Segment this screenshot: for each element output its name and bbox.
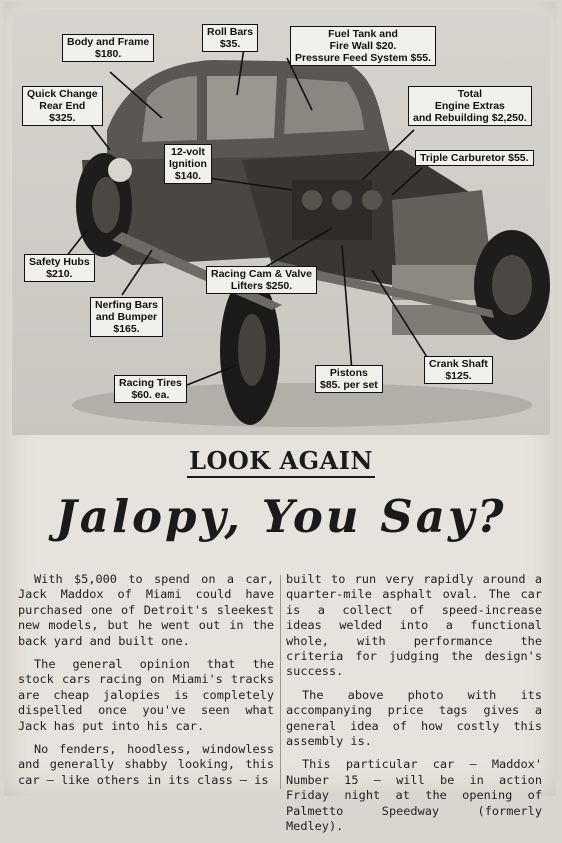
label-line: Pistons bbox=[329, 367, 368, 379]
label-line: Quick Change bbox=[27, 88, 98, 100]
label-price: $35. bbox=[219, 38, 241, 50]
label-engine-extras bbox=[408, 86, 532, 126]
kicker-headline-wrap bbox=[0, 446, 562, 475]
label-line: Rear End bbox=[39, 100, 86, 112]
label-racing-tires bbox=[114, 375, 187, 403]
label-line: and Bumper bbox=[95, 311, 158, 323]
main-headline: Jalopy, You Say? bbox=[55, 490, 507, 543]
label-safety-hubs bbox=[24, 254, 95, 282]
label-ignition bbox=[164, 144, 212, 184]
label-fuel-tank bbox=[290, 26, 436, 66]
label-line: Crank Shaft bbox=[429, 358, 488, 370]
label-triple-carburetor bbox=[415, 150, 534, 166]
label-line: Pressure Feed System $55. bbox=[295, 52, 431, 64]
label-line: Fuel Tank and bbox=[328, 28, 398, 40]
label-price: $140. bbox=[174, 170, 202, 182]
column-divider bbox=[280, 575, 281, 789]
label-line: Body and Frame bbox=[67, 36, 150, 48]
label-pistons bbox=[315, 365, 383, 393]
label-line: Total bbox=[457, 88, 483, 100]
article-paragraph: This particular car — Maddox' Number 15 — will be in action Friday night at the opening of Palmetto Speedway (formerly Medley). bbox=[286, 757, 542, 834]
kicker-headline: LOOK AGAIN bbox=[187, 446, 375, 478]
article-paragraph: No fenders, hoodless, windowless and generally shabby looking, this car — like others in its class — is bbox=[18, 742, 274, 787]
article-column-left bbox=[18, 572, 274, 796]
label-body-frame bbox=[62, 34, 154, 62]
label-price: $210. bbox=[46, 268, 73, 280]
label-price: $60. ea. bbox=[131, 389, 170, 401]
label-line: Nerfing Bars bbox=[95, 299, 159, 311]
label-racing-cam bbox=[206, 266, 317, 294]
article-paragraph: built to run very rapidly around a quarter-mile asphalt oval. The car is a collect of speed-increase ideas welded into a functional whole, with performance the criteria for judging the design's success. bbox=[286, 572, 542, 679]
label-price: $165. bbox=[113, 323, 140, 335]
article-column-right bbox=[286, 572, 542, 843]
label-price: Lifters $250. bbox=[230, 280, 293, 292]
label-price: $125. bbox=[445, 370, 472, 382]
article-paragraph: The above photo with its accompanying price tags gives a general idea of how costly this assembly is. bbox=[286, 687, 542, 749]
label-line: Racing Tires bbox=[119, 377, 182, 389]
label-line: and Rebuilding $2,250. bbox=[413, 112, 527, 124]
label-price: $85. per set bbox=[320, 379, 378, 391]
label-line: 12-volt bbox=[171, 146, 205, 158]
label-price: $180. bbox=[95, 48, 122, 60]
article-paragraph: With $5,000 to spend on a car, Jack Maddox of Miami could have purchased one of Detroit's sleekest new models, but he went out in the back yard and built one. bbox=[18, 572, 274, 648]
car-photo bbox=[12, 10, 550, 435]
label-line: Triple Carburetor $55. bbox=[420, 152, 529, 164]
label-line: Racing Cam & Valve bbox=[211, 268, 312, 280]
label-line: Ignition bbox=[169, 158, 207, 170]
label-line: Roll Bars bbox=[207, 26, 254, 38]
article-paragraph: The general opinion that the stock cars racing on Miami's tracks are cheap jalopies is completely dispelled once you've seen what Jack has put into his car. bbox=[18, 657, 274, 733]
label-line: Safety Hubs bbox=[29, 256, 90, 268]
label-roll-bars bbox=[202, 24, 258, 52]
label-quick-change bbox=[22, 86, 103, 126]
label-line: Fire Wall $20. bbox=[329, 40, 397, 52]
label-crank-shaft bbox=[424, 356, 493, 384]
label-nerfing-bars bbox=[90, 297, 163, 337]
label-line: Engine Extras bbox=[434, 100, 505, 112]
label-price: $325. bbox=[49, 112, 76, 124]
